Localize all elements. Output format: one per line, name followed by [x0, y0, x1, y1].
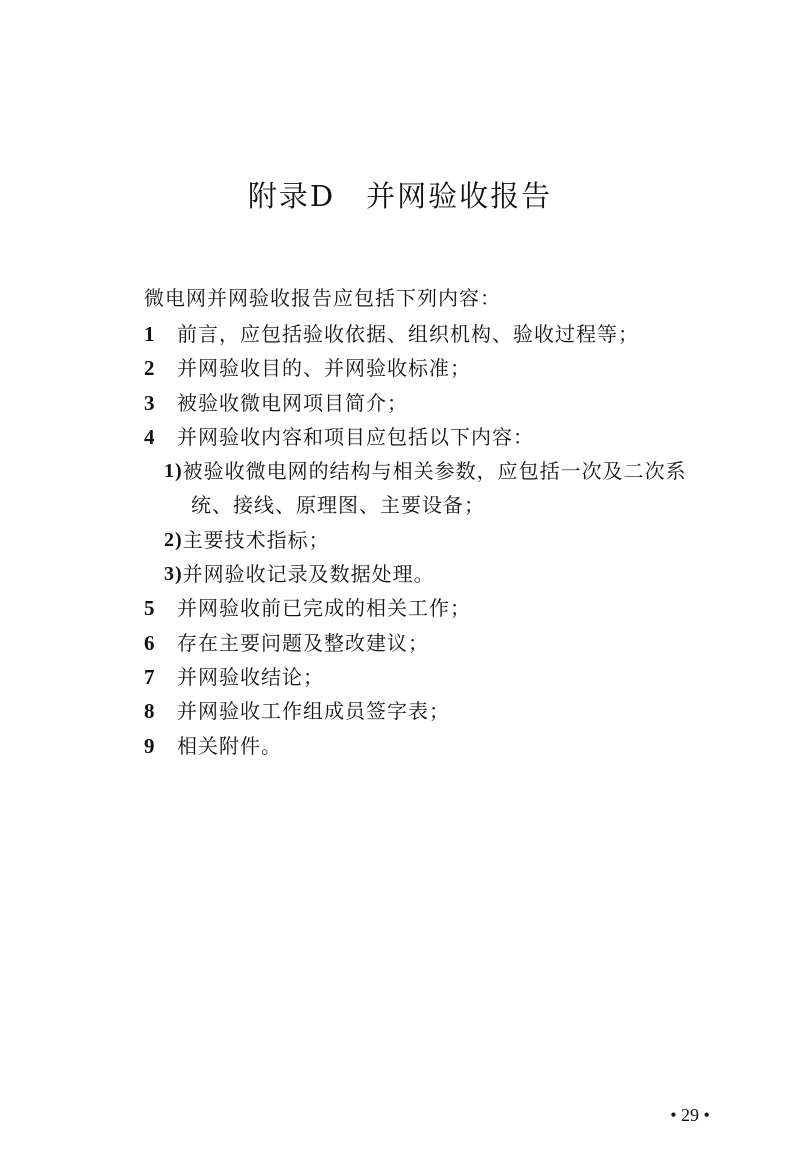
item-number: 5 [144, 596, 156, 621]
sub-item-1 [144, 454, 754, 488]
item-text: 并网验收工作组成员签字表； [177, 699, 450, 724]
item-number: 4 [144, 424, 156, 449]
list-item-8 [144, 694, 754, 728]
list-item-6 [144, 626, 754, 660]
sub-item-number: 1) [164, 460, 183, 483]
sub-item-text: 主要技术指标； [182, 527, 330, 552]
item-number: 8 [144, 699, 156, 724]
sub-item-number: 3) [164, 563, 183, 586]
list-item-4 [144, 420, 754, 454]
item-text: 相关附件。 [177, 733, 282, 758]
list-item-1 [144, 317, 754, 351]
item-text: 并网验收目的、并网验收标准； [177, 356, 471, 381]
item-text: 存在主要问题及整改建议； [177, 630, 429, 655]
sub-item-text: 被验收微电网的结构与相关参数，应包括一次及二次系 [182, 459, 687, 484]
list-item-7 [144, 660, 754, 694]
intro-text: 微电网并网验收报告应包括下列内容： [144, 286, 501, 310]
item-number: 9 [144, 733, 156, 758]
sub-item-1-continuation: 统、接线、原理图、主要设备； [191, 493, 485, 518]
list-item-5 [144, 591, 754, 625]
item-number: 3 [144, 390, 156, 415]
item-text: 前言，应包括验收依据、组织机构、验收过程等； [177, 322, 639, 346]
report-content-list [144, 317, 754, 763]
page-number: • 29 • [670, 1105, 710, 1125]
list-item-2 [144, 351, 754, 385]
sub-item-2 [144, 523, 754, 557]
item-text: 被验收微电网项目简介； [177, 390, 408, 415]
item-number: 7 [144, 664, 156, 689]
sub-item-text: 并网验收记录及数据处理。 [182, 562, 435, 587]
item-text: 并网验收结论； [177, 664, 324, 689]
item-number: 2 [144, 356, 156, 381]
sub-item-3 [144, 557, 754, 591]
item-number: 6 [144, 630, 156, 655]
list-item-3 [144, 386, 754, 420]
list-item-9 [144, 729, 754, 763]
sub-item-number: 2) [164, 528, 183, 551]
item-text: 并网验收内容和项目应包括以下内容： [177, 424, 534, 449]
appendix-title: 附录D 并网验收报告 [247, 179, 553, 213]
item-number: 1 [144, 322, 156, 346]
item-text: 并网验收前已完成的相关工作； [177, 596, 471, 621]
